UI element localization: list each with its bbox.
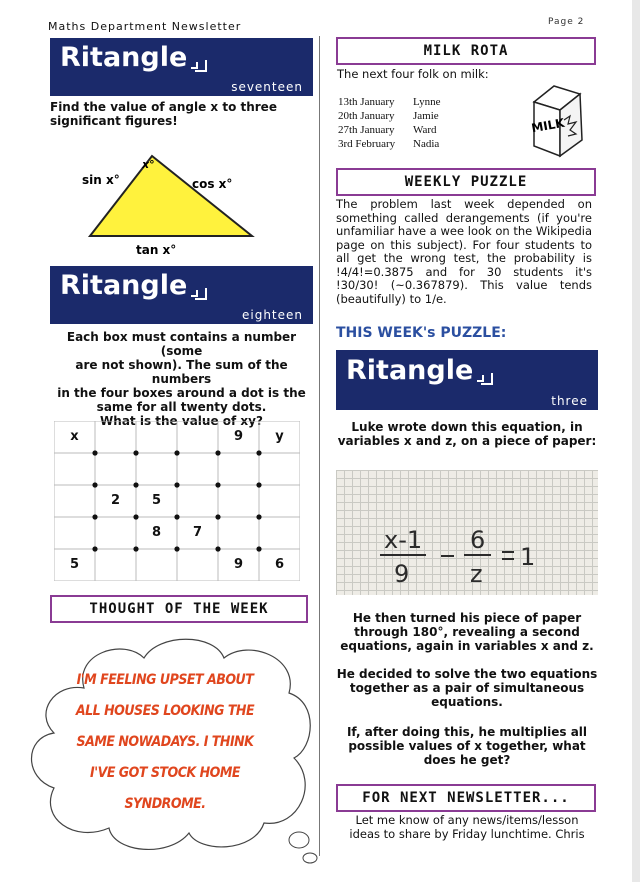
cloud-bubble-large xyxy=(289,832,309,848)
thought-line: ALL HOUSES LOOKING THE xyxy=(75,703,255,719)
cloud-bubble-medium xyxy=(303,853,317,863)
grid-dot xyxy=(174,450,179,455)
next-newsletter-line: ideas to share by Friday lunchtime. Chris xyxy=(349,826,585,841)
grid-cell-value: 9 xyxy=(233,557,244,572)
number-grid xyxy=(54,421,300,581)
thought-title: THOUGHT OF THE WEEK xyxy=(50,595,308,623)
grid-cell-value: 8 xyxy=(151,525,162,540)
milk-name: Jamie xyxy=(413,110,439,122)
eq-rhs: 1 xyxy=(520,543,536,571)
thought-line: SAME NOWADAYS. I THINK xyxy=(76,734,254,750)
ritangle-logo: Ritangle xyxy=(346,355,474,386)
q18-line: same for all twenty dots. xyxy=(96,400,267,414)
carton-label: MILK xyxy=(530,115,566,136)
grid-cell-value: 9 xyxy=(233,429,244,444)
grid-dot xyxy=(256,546,261,551)
next-newsletter-title: FOR NEXT NEWSLETTER... xyxy=(336,784,596,812)
q3-para1-line: He then turned his piece of paper xyxy=(352,611,582,625)
grid-dot xyxy=(174,514,179,519)
equation-photo xyxy=(336,470,598,595)
milk-name: Nadia xyxy=(413,138,440,150)
grid-cell-value: y xyxy=(275,429,284,444)
milk-date: 13th January xyxy=(338,96,395,108)
grid-cell-value: 5 xyxy=(151,493,162,508)
q18-line: in the four boxes around a dot is the xyxy=(57,386,306,400)
grid-cell-value: 7 xyxy=(192,525,203,540)
ritangle-banner-three xyxy=(336,350,598,410)
milk-row xyxy=(338,110,518,124)
triangle-figure xyxy=(80,148,300,258)
ritangle-logo: Ritangle xyxy=(60,42,188,73)
q17-prompt: Find the value of angle x to three significant figures! xyxy=(50,100,277,128)
q3-para1-line: through 180°, revealing a second xyxy=(354,625,580,639)
page-number: Page 2 xyxy=(548,17,585,27)
q18-prompt xyxy=(50,330,313,428)
ritangle-banner-eighteen xyxy=(50,266,313,324)
grid-dot xyxy=(92,482,97,487)
q3-intro-line: variables x and z, on a piece of paper: xyxy=(337,434,597,448)
milk-date: 20th January xyxy=(338,110,395,122)
q3-para3-line: does he get? xyxy=(423,753,511,767)
ritangle-logo-mark-inner xyxy=(477,375,484,382)
thought-text xyxy=(45,672,285,827)
thought-line: I'VE GOT STOCK HOME xyxy=(90,765,240,781)
ritangle-logo: Ritangle xyxy=(60,270,188,301)
this-week-label: THIS WEEK's PUZZLE: xyxy=(336,325,507,341)
q3-para3-line: possible values of x together, what xyxy=(348,739,586,753)
grid-dot xyxy=(256,514,261,519)
milk-carton-icon xyxy=(520,80,592,162)
milk-row xyxy=(338,138,518,152)
q3-para1-line: equations, again in variables x and z. xyxy=(340,639,594,653)
q3-para3-line: If, after doing this, he multiplies all xyxy=(346,725,588,739)
weekly-puzzle-body: The problem last week depended on something called derangements (if you're unfamiliar have a wee look on the Wikipedia page on this subject). For four students to all get the wrong test, the probability is !4/4!=0.3875 and for 30 students it's !30/30! (~0.367879). This value tends (beautifully) to 1/e. xyxy=(336,197,592,306)
thought-line: SYNDROME. xyxy=(124,796,206,812)
q3-para2-line: He decided to solve the two equations xyxy=(336,667,598,681)
weekly-puzzle-title: WEEKLY PUZZLE xyxy=(336,168,596,196)
grid-dot xyxy=(133,546,138,551)
milk-rota-intro: The next four folk on milk: xyxy=(337,67,489,81)
ritangle-logo-mark-inner xyxy=(191,62,198,69)
grid-dot xyxy=(215,514,220,519)
milk-date: 3rd February xyxy=(338,138,396,150)
q3-para3 xyxy=(336,725,598,767)
ritangle-number: eighteen xyxy=(241,308,303,322)
grid-dot xyxy=(215,450,220,455)
handwritten-equation xyxy=(336,470,598,595)
ritangle-logo-mark-inner xyxy=(191,290,198,297)
milk-date: 27th January xyxy=(338,124,395,136)
grid-dot xyxy=(256,450,261,455)
q3-para1 xyxy=(336,611,598,653)
q3-para2-line: together as a pair of simultaneous xyxy=(349,681,585,695)
grid-dot xyxy=(92,450,97,455)
grid-dot xyxy=(133,514,138,519)
milk-name: Ward xyxy=(413,124,437,136)
q18-line: Each box must contains a number (some xyxy=(66,330,297,358)
grid-dot xyxy=(215,482,220,487)
triangle-label-right: cos x° xyxy=(192,177,233,191)
milk-rota-list xyxy=(338,96,518,152)
triangle-shape xyxy=(90,156,252,236)
eq-num1: x-1 xyxy=(384,526,423,554)
triangle-label-bottom: tan x° xyxy=(136,243,177,257)
q3-intro xyxy=(336,420,598,448)
triangle-label-left: sin x° xyxy=(82,173,120,187)
grid-dot xyxy=(215,546,220,551)
eq-num2: 6 xyxy=(470,526,486,554)
grid-dot xyxy=(133,482,138,487)
grid-dot xyxy=(133,450,138,455)
milk-rota-title: MILK ROTA xyxy=(336,37,596,65)
q3-intro-line: Luke wrote down this equation, in xyxy=(351,420,583,434)
milk-row xyxy=(338,96,518,110)
eq-den1: 9 xyxy=(394,560,410,588)
grid-cell-value: 2 xyxy=(110,493,121,508)
next-newsletter-line: Let me know of any news/items/lesson xyxy=(355,813,579,827)
grid-dot xyxy=(174,546,179,551)
q18-line: are not shown). The sum of the numbers xyxy=(75,358,288,386)
grid-cell-value: x xyxy=(70,429,79,444)
grid-dot xyxy=(256,482,261,487)
ritangle-number: seventeen xyxy=(231,80,303,94)
thought-line: I'M FEELING UPSET ABOUT xyxy=(76,672,254,688)
newsletter-title: Maths Department Newsletter xyxy=(48,20,242,33)
milk-name: Lynne xyxy=(413,96,441,108)
grid-dot xyxy=(92,546,97,551)
q3-para2-line: equations. xyxy=(431,695,503,709)
grid-cell-value: 6 xyxy=(274,557,285,572)
triangle-label-top: x° xyxy=(142,158,155,171)
q18-line: What is the value of xy? xyxy=(100,414,263,428)
next-newsletter-body xyxy=(336,814,598,841)
ritangle-number: three xyxy=(551,394,588,408)
grid-dot xyxy=(174,482,179,487)
grid-dot xyxy=(92,514,97,519)
grid-cell-value: 5 xyxy=(69,557,80,572)
milk-row xyxy=(338,124,518,138)
q3-para2 xyxy=(336,667,598,709)
ritangle-banner-seventeen xyxy=(50,38,313,96)
eq-den2: z xyxy=(470,560,483,588)
